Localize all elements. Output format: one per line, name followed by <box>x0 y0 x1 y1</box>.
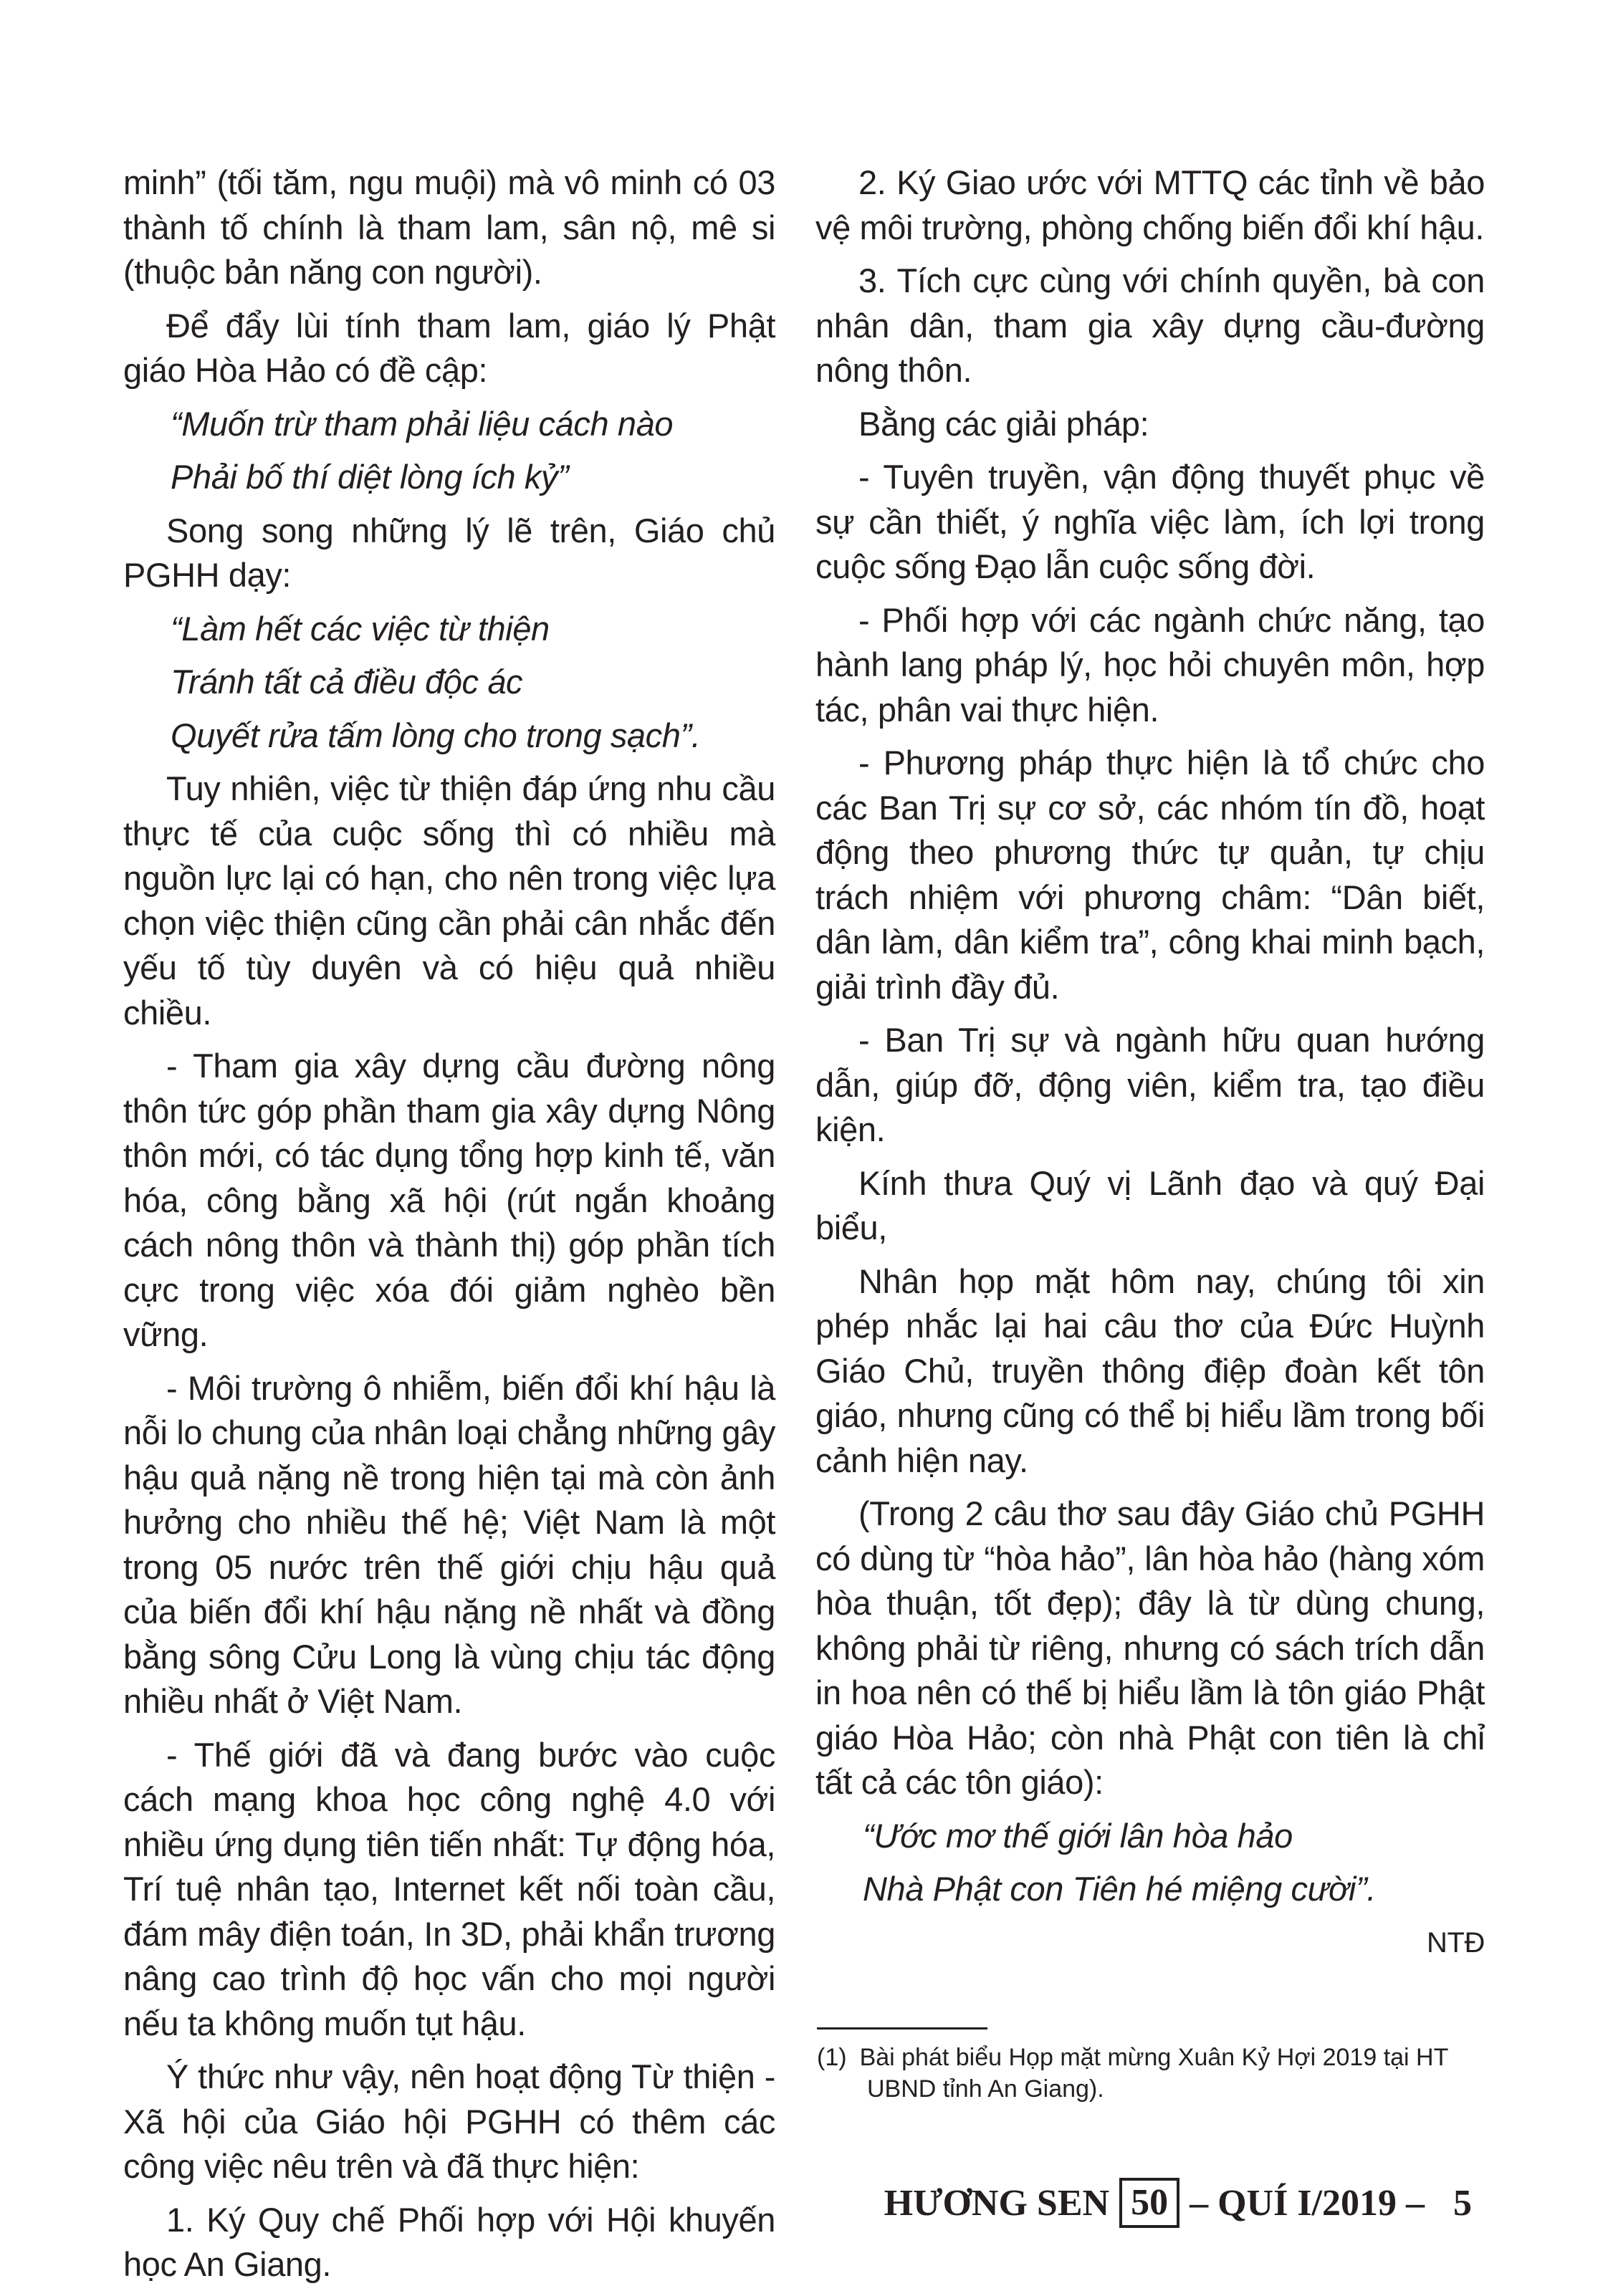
right-column <box>815 160 1485 1965</box>
footnote-text-line1: Bài phát biểu Họp mặt mừng Xuân Kỷ Hợi 2019 tại HT <box>859 2044 1449 2071</box>
paragraph: (Trong 2 câu thơ sau đây Giáo chủ PGHH có dùng từ “hòa hảo”, lân hòa hảo (hàng xóm hòa thuận, tốt đẹp); đây là từ dùng chung, không phải từ riêng, nhưng có sách trích dẫn in hoa nên có thế bị hiểu lầm là tôn giáo Phật giáo Hòa Hảo; còn nhà Phật con tiên là chỉ tất cả các tôn giáo): <box>815 1494 1485 1801</box>
paragraph: - Thế giới đã và đang bước vào cuộc cách mạng khoa học công nghệ 4.0 với nhiều ứng dụng tiên tiến nhất: Tự động hóa, Trí tuệ nhân tạo, Internet kết nối toàn cầu, đám mây điện toán, In 3D, phải khẩn trương nâng cao trình độ học vấn cho mọi người nếu ta không muốn tụt hậu. <box>123 1735 775 2042</box>
paragraph: 3. Tích cực cùng với chính quyền, bà con nhân dân, tham gia xây dựng cầu-đường nông thôn. <box>815 261 1485 389</box>
magazine-name: HƯƠNG SEN <box>884 2182 1110 2224</box>
paragraph: Song song những lý lẽ trên, Giáo chủ PGHH dạy: <box>123 511 775 594</box>
footnote-text-line2: UBND tỉnh An Giang). <box>867 2075 1104 2103</box>
issue-quarter: – QUÍ I/2019 – <box>1190 2182 1425 2224</box>
verse-line: “Ước mơ thế giới lân hòa hảo <box>863 1816 1293 1855</box>
paragraph: - Môi trường ô nhiễm, biến đổi khí hậu là nỗi lo chung của nhân loại chẳng những gây hậu quả nặng nề trong hiện tại mà còn ảnh hưởng cho nhiều thế hệ; Việt Nam là một trong 05 nước trên thế giới chịu hậu quả của biến đổi khí hậu nặng nề nhất và đồng bằng sông Cửu Long là vùng chịu tác động nhiều nhất ở Việt Nam. <box>123 1368 775 1720</box>
footnote <box>817 2042 1483 2105</box>
verse-line: Phải bố thí diệt lòng ích kỷ” <box>171 458 569 496</box>
paragraph: Nhân họp mặt hôm nay, chúng tôi xin phép nhắc lại hai câu thơ của Đức Huỳnh Giáo Chủ, truyền thông điệp đoàn kết tôn giáo, nhưng cũng có thể bị hiểu lầm trong bối cảnh hiện nay. <box>815 1262 1485 1479</box>
verse-line: “Làm hết các việc từ thiện <box>171 609 550 648</box>
paragraph: - Phối hợp với các ngành chức năng, tạo hành lang pháp lý, học hỏi chuyên môn, hợp tác, phân vai thực hiện. <box>815 600 1485 729</box>
paragraph: Bằng các giải pháp: <box>858 404 1149 443</box>
paragraph: 1. Ký Quy chế Phối hợp với Hội khuyến học An Giang. <box>123 2200 775 2283</box>
paragraph: - Tuyên truyền, vận động thuyết phục về sự cần thiết, ý nghĩa việc làm, ích lợi trong cuộc sống Đạo lẫn cuộc sống đời. <box>815 458 1485 585</box>
paragraph: - Ban Trị sự và ngành hữu quan hướng dẫn, giúp đỡ, động viên, kiểm tra, tạo điều kiện. <box>815 1021 1485 1148</box>
left-column <box>123 160 775 2296</box>
paragraph: Tuy nhiên, việc từ thiện đáp ứng nhu cầu thực tế của cuộc sống thì có nhiều mà nguồn lực lại có hạn, cho nên trong việc lựa chọn việc thiện cũng cần phải cân nhắc đến yếu tố tùy duyên và có hiệu quả nhiều chiều. <box>123 769 775 1032</box>
paragraph: Kính thưa Quý vị Lãnh đạo và quý Đại biểu, <box>815 1163 1485 1247</box>
footnote-number: (1) <box>817 2044 847 2071</box>
paragraph: 2. Ký Giao ước với MTTQ các tỉnh về bảo vệ môi trường, phòng chống biến đổi khí hậu. <box>815 163 1485 246</box>
paragraph: - Tham gia xây dựng cầu đường nông thôn tức góp phần tham gia xây dựng Nông thôn mới, có tác dụng tổng hợp kinh tế, văn hóa, công bằng xã hội (rút ngắn khoảng cách nông thôn và thành thị) góp phần tích cực trong việc xóa đói giảm nghèo bền vững. <box>123 1047 775 1353</box>
page-number: 5 <box>1453 2182 1472 2224</box>
paragraph: Để đẩy lùi tính tham lam, giáo lý Phật giáo Hòa Hảo có đề cập: <box>123 306 775 389</box>
verse-line: Tránh tất cả điều độc ác <box>171 663 523 701</box>
paragraph: minh” (tối tăm, ngu muội) mà vô minh có 03 thành tố chính là tham lam, sân nộ, mê si (thuộc bản năng con người). <box>123 163 775 291</box>
verse-line: Quyết rửa tấm lòng cho trong sạch”. <box>171 716 701 754</box>
verse-line: “Muốn trừ tham phải liệu cách nào <box>171 404 674 443</box>
paragraph: Ý thức như vậy, nên hoạt động Từ thiện - Xã hội của Giáo hội PGHH có thêm các công việc nêu trên và đã thực hiện: <box>123 2057 775 2185</box>
footnote-rule <box>817 2027 987 2030</box>
running-footer <box>884 2178 1472 2228</box>
issue-number-box: 50 <box>1119 2178 1179 2228</box>
author-signature: NTĐ <box>1426 1926 1485 1959</box>
verse-line: Nhà Phật con Tiên hé miệng cười”. <box>863 1870 1376 1908</box>
paragraph: - Phương pháp thực hiện là tổ chức cho các Ban Trị sự cơ sở, các nhóm tín đồ, hoạt động theo phương thức tự quản, tự chịu trách nhiệm với phương châm: “Dân biết, dân làm, dân kiểm tra”, công khai minh bạch, giải trình đầy đủ. <box>815 744 1485 1006</box>
